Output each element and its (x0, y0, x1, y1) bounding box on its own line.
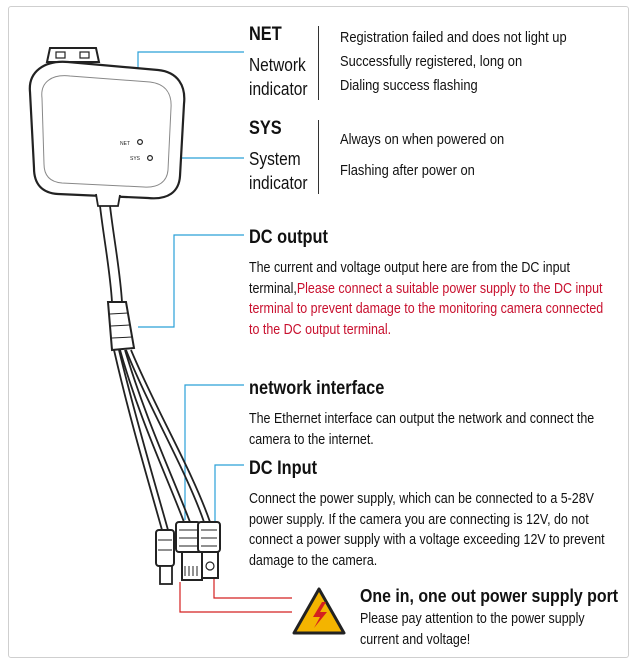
net-subtitle-line2: indicator (249, 79, 308, 99)
branch-cables (114, 350, 210, 530)
dc-input-leader-line (215, 465, 244, 527)
dc-output-title: DC output (249, 227, 328, 248)
main-cable (100, 206, 122, 302)
warning-line-1: Please pay attention to the power supply (360, 611, 585, 627)
dc-input-line-4: damage to the camera. (249, 552, 378, 569)
device-sys-label: SYS (130, 156, 141, 162)
net-state-2: Successfully registered, long on (340, 53, 523, 70)
power-port-leader-line-b (214, 577, 292, 598)
sys-subtitle-line2: indicator (249, 173, 308, 193)
sys-state-2: Flashing after power on (340, 162, 475, 179)
sys-state-1: Always on when powered on (340, 131, 505, 148)
dc-input-line-1: Connect the power supply, which can be connected to a 5-28V (249, 491, 594, 507)
net-state-3: Dialing success flashing (340, 77, 478, 94)
dc-output-line-2-red: Please connect a suitable power supply to the DC input (296, 280, 603, 297)
dc-plug-connector (156, 530, 174, 584)
network-interface-title: network interface (249, 378, 385, 399)
dc-input-title: DC Input (249, 458, 318, 479)
dc-output-line-4: to the DC output terminal. (249, 321, 392, 338)
router-device (30, 48, 184, 206)
network-interface-line-1: The Ethernet interface can output the network and connect the (249, 411, 595, 427)
dc-input-line-3: connect a power supply with a voltage exceeding 12V to prevent (249, 532, 605, 548)
warning-title: One in, one out power supply port (360, 585, 619, 606)
dc-output-line-3: terminal to prevent damage to the monitoring camera connected (249, 301, 604, 317)
sys-title: SYS (249, 118, 282, 139)
net-subtitle-line1: Network (249, 55, 306, 75)
power-port-leader-line-a (180, 582, 292, 612)
network-interface-description (249, 409, 594, 450)
high-voltage-warning-icon (294, 589, 344, 633)
warning-line-2: current and voltage! (360, 631, 471, 648)
net-separator (318, 26, 319, 100)
dc-jack-connector (198, 522, 220, 578)
net-led-icon (138, 140, 143, 145)
device-net-label: NET (120, 141, 130, 147)
sys-led-icon (148, 156, 153, 161)
dc-output-line-2 (249, 279, 603, 300)
dc-output-leader-line (138, 235, 244, 327)
net-state-1: Registration failed and does not light up (340, 29, 567, 46)
sys-separator (318, 120, 319, 194)
network-interface-line-2: camera to the internet. (249, 431, 374, 448)
sys-subtitle-line1: System (249, 149, 301, 169)
warning-description (360, 609, 585, 650)
dc-input-description (249, 489, 605, 571)
dc-input-line-2: power supply. If the camera you are connecting is 12V, do not (249, 511, 589, 528)
dc-output-line-2-black: terminal, (249, 280, 297, 297)
dc-output-line-1: The current and voltage output here are from the DC input (249, 260, 570, 276)
net-title: NET (249, 24, 282, 45)
dc-output-description (249, 258, 603, 340)
